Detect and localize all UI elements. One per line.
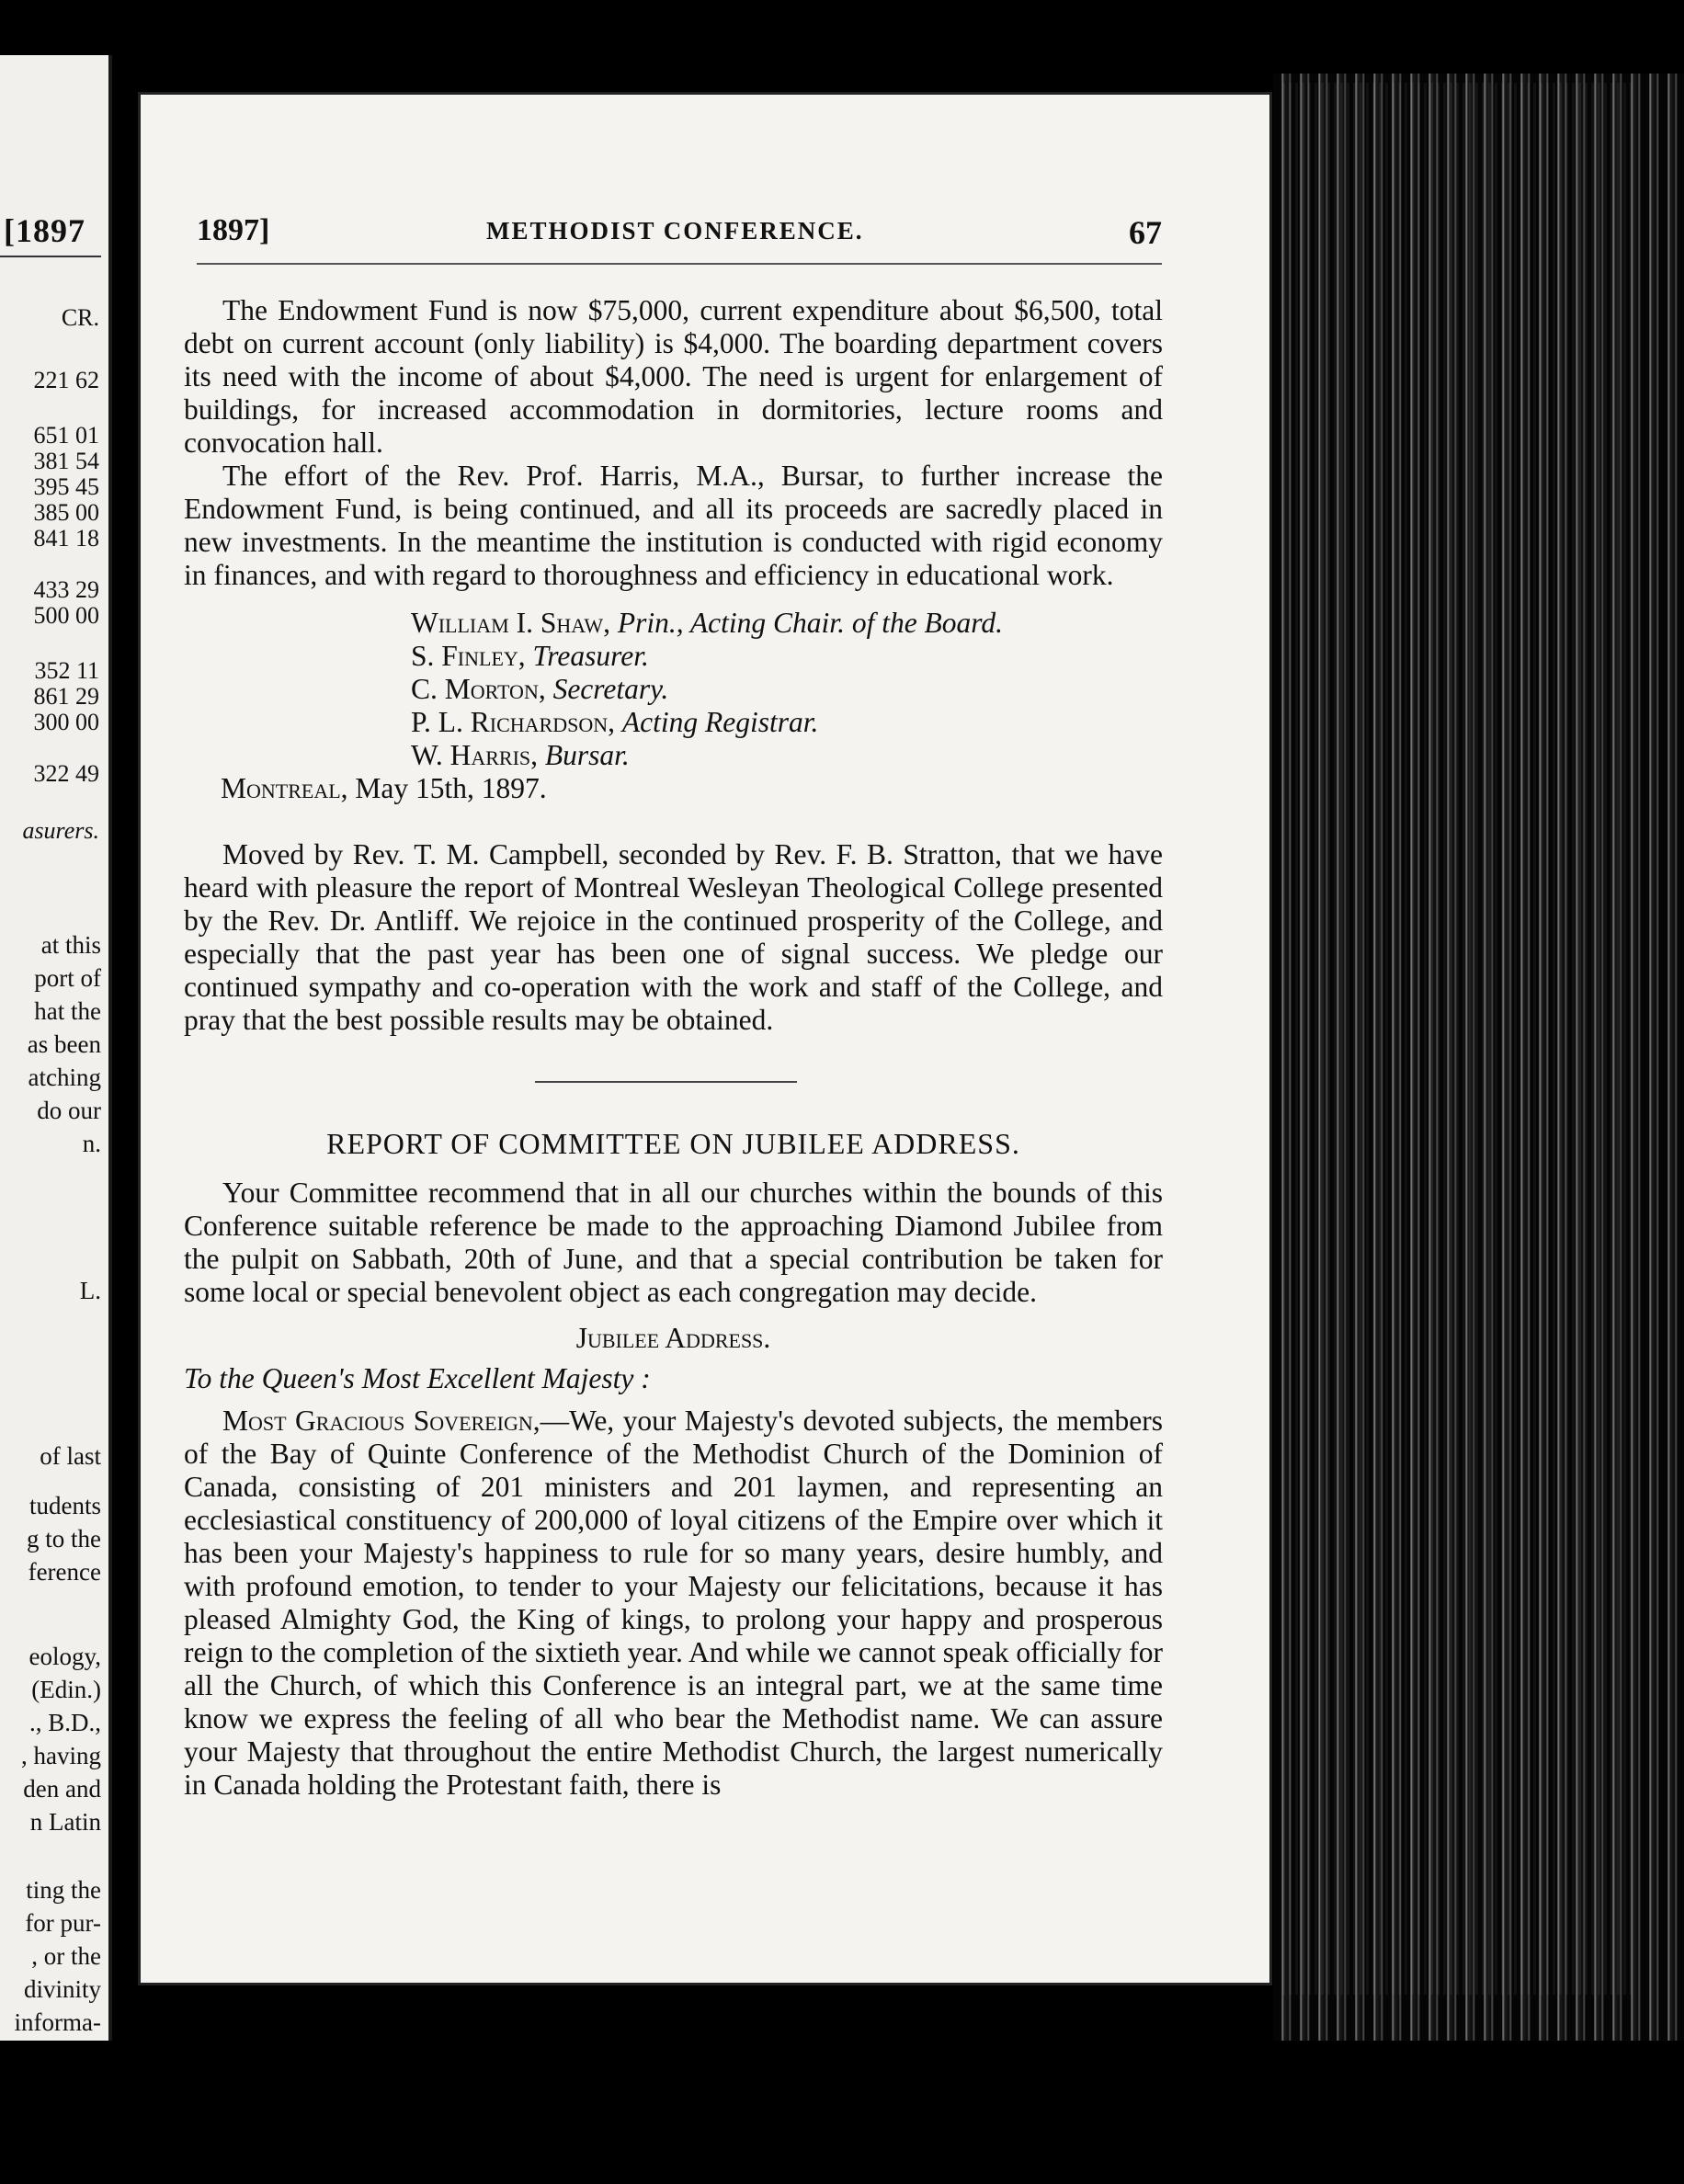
running-header — [197, 213, 1162, 250]
left-number: 651 01 — [33, 422, 99, 449]
signature-block — [411, 607, 1163, 772]
signature-line: P. L. Richardson, Acting Registrar. — [411, 706, 819, 738]
left-fragment-letter: L. — [79, 1277, 101, 1304]
left-number: 395 45 — [33, 473, 99, 500]
left-facing-page — [0, 55, 112, 2041]
address-opening: Most Gracious Sovereign, — [222, 1405, 540, 1437]
paragraph-address — [184, 1405, 1163, 1802]
book-page-edges-texture — [1282, 83, 1632, 1995]
signature-line: W. Harris, Bursar. — [411, 739, 630, 771]
left-number: 433 29 — [33, 576, 99, 603]
left-cr-label: CR. — [61, 304, 99, 331]
signature-line: William I. Shaw, Prin., Acting Chair. of the Board. — [411, 607, 1004, 639]
place-date: Montreal, May 15th, 1897. — [221, 772, 547, 804]
left-page-header: [1897 — [4, 212, 85, 249]
left-number: 221 62 — [33, 367, 99, 393]
subsection-title: Jubilee Address. — [575, 1322, 771, 1354]
paragraph-effort: The effort of the Rev. Prof. Harris, M.A., Bursar, to further increase the Endowment Fund, is being continued, and all its proceeds are sacredly placed in new investments. In the meantime the institution is conducted with rigid economy in finances, and with regard to thoroughness and efficiency in educational work. — [184, 460, 1163, 591]
left-number: 381 54 — [33, 448, 99, 474]
paragraph-motion: Moved by Rev. T. M. Campbell, seconded by Rev. F. B. Stratton, that we have heard with pleasure the report of Montreal Wesleyan Theological College presented by the Rev. Dr. Antliff. We rejoice in the continued prosperity of the College, and especially that the past year has been one of signal success. We pledge our continued sympathy and co-operation with the work and staff of the College, and pray that the best possible results may be obtained. — [184, 838, 1163, 1036]
signature-line: S. Finley, Treasurer. — [411, 640, 649, 672]
left-number: 385 00 — [33, 499, 99, 526]
left-number: 841 18 — [33, 525, 99, 552]
salutation: To the Queen's Most Excellent Majesty : — [184, 1362, 651, 1394]
left-number: 322 49 — [33, 760, 99, 787]
signature-line: C. Morton, Secretary. — [411, 673, 669, 705]
left-fragment-block: at this port of hat the as been atching do our n. — [27, 931, 101, 1157]
paragraph-endowment: The Endowment Fund is now $75,000, current expenditure about $6,500, total debt on current account (only liability) is $4,000. The boarding department covers its need with the income of about $4,000. The need is urgent for enlargement of buildings, for increased accommodation in dormitories, lecture rooms and convocation hall. — [184, 294, 1163, 459]
header-year: 1897] — [197, 213, 270, 247]
section-divider — [535, 1081, 797, 1083]
left-fragment-block: of last tudents g to the ference — [27, 1442, 101, 1586]
left-number: 352 11 — [34, 657, 99, 684]
left-number: 300 00 — [33, 709, 99, 735]
page-number: 67 — [1129, 214, 1162, 251]
left-page-rule — [0, 256, 101, 257]
paragraph-recommendation: Your Committee recommend that in all our churches within the bounds of this Conference suitable reference be made to the approaching Diamond Jubilee from the pulpit on Sabbath, 20th of June, and that a special contribution be taken for some local or special benevolent object as each congregation may decide. — [184, 1177, 1163, 1308]
left-treasurers-label: asurers. — [22, 817, 99, 844]
address-body: —We, your Majesty's devoted subjects, the members of the Bay of Quinte Conference of the Methodist Church of the Dominion of Canada, consisting of 201 ministers and 201 laymen, and representing an ecclesiastical constituency of 200,000 of loyal citizens of the Empire over which it has been your Majesty's happiness to rule for so many years, desire humbly, and with profound emotion, to tender to your Majesty our felicitations, because it has pleased Almighty God, the King of kings, to prolong your happy and prosperous reign to the completion of the sixtieth year. And while we cannot speak officially for all the Church, of which this Conference is an integral part, we at the same time know we express the feeling of all who bear the Methodist name. We can assure your Majesty that throughout the entire Methodist Church, the largest numerically in Canada holding the Protestant faith, there is — [184, 1405, 1163, 1801]
left-fragment-block: eology, (Edin.) ., B.D., , having den and n Latin — [21, 1643, 101, 1836]
header-rule — [197, 263, 1162, 265]
section-title: REPORT OF COMMITTEE ON JUBILEE ADDRESS. — [326, 1127, 1020, 1160]
header-title: METHODIST CONFERENCE. — [486, 217, 864, 245]
left-fragment-block: ting the for pur- , or the divinity informa- — [14, 1876, 101, 2036]
left-number: 861 29 — [33, 683, 99, 710]
left-number: 500 00 — [33, 602, 99, 629]
page-content — [184, 294, 1163, 1802]
